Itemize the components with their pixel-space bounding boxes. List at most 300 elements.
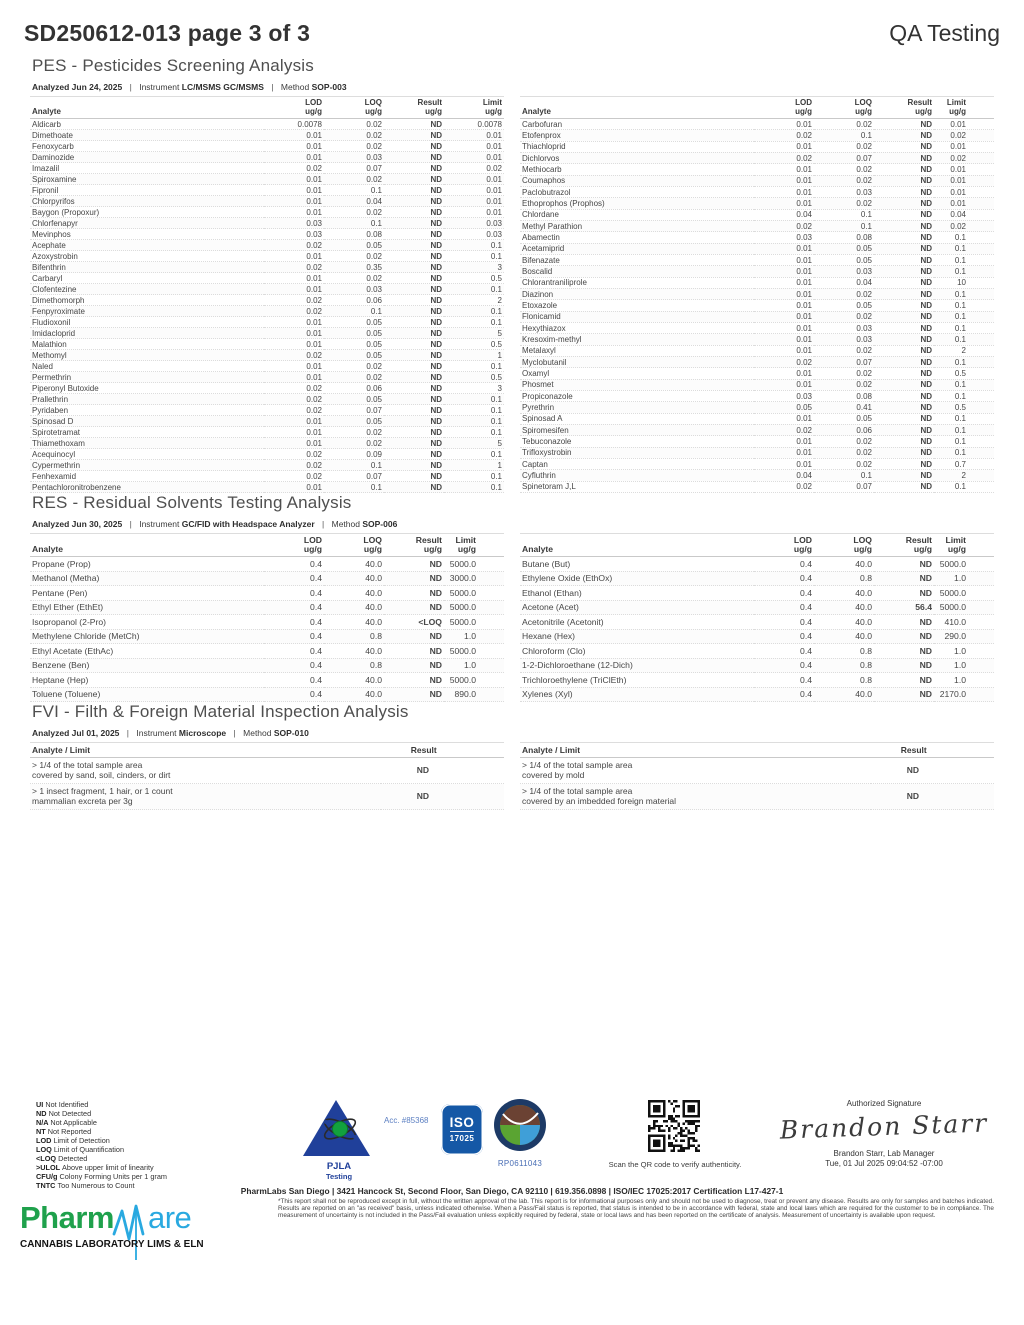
analyte-name: Dimethomorph bbox=[30, 295, 264, 306]
result-value: ND bbox=[384, 251, 444, 262]
loq-value: 0.03 bbox=[814, 186, 874, 197]
result-value: <LOQ bbox=[384, 615, 444, 630]
table-row bbox=[30, 185, 504, 196]
analyte-name: Imazalil bbox=[30, 163, 264, 174]
result-value: ND bbox=[381, 784, 504, 810]
analyte-name: Oxamyl bbox=[520, 368, 754, 379]
lod-value: 0.01 bbox=[754, 277, 814, 288]
table-row bbox=[30, 372, 504, 383]
analyte-name: Diazinon bbox=[520, 288, 754, 299]
analyte-name: Boscalid bbox=[520, 266, 754, 277]
lod-value: 0.01 bbox=[754, 458, 814, 469]
limit-value: 0.1 bbox=[444, 416, 504, 427]
table-row bbox=[520, 687, 994, 702]
loq-value: 0.8 bbox=[814, 673, 874, 688]
loq-value: 0.02 bbox=[814, 368, 874, 379]
limit-value: 0.1 bbox=[444, 251, 504, 262]
table-row bbox=[30, 416, 504, 427]
result-value: ND bbox=[384, 471, 444, 482]
lod-value: 0.02 bbox=[754, 130, 814, 141]
result-value: ND bbox=[874, 164, 934, 175]
lod-value: 0.01 bbox=[754, 119, 814, 130]
analyte-name: Phosmet bbox=[520, 379, 754, 390]
limit-value: 0.1 bbox=[934, 481, 994, 493]
lod-value: 0.02 bbox=[264, 163, 324, 174]
analyte-name: Acequinocyl bbox=[30, 449, 264, 460]
analyte-name: Naled bbox=[30, 361, 264, 372]
limit-value: 0.1 bbox=[444, 240, 504, 251]
result-value: ND bbox=[384, 317, 444, 328]
res-table-left bbox=[30, 533, 504, 702]
column-header-loq: LOQ ug/g bbox=[814, 534, 874, 557]
table-row bbox=[30, 339, 504, 350]
table-row bbox=[520, 152, 994, 163]
lod-value: 0.4 bbox=[754, 658, 814, 673]
lod-value: 0.01 bbox=[264, 416, 324, 427]
limit-value: 0.5 bbox=[934, 402, 994, 413]
lod-value: 0.01 bbox=[754, 198, 814, 209]
table-row bbox=[30, 196, 504, 207]
result-value: ND bbox=[384, 438, 444, 449]
limit-value: 0.1 bbox=[444, 449, 504, 460]
loq-value: 0.1 bbox=[814, 130, 874, 141]
analyte-name: Thiachloprid bbox=[520, 141, 754, 152]
limit-value: 0.1 bbox=[444, 427, 504, 438]
lod-value: 0.02 bbox=[264, 350, 324, 361]
limit-value: 2 bbox=[934, 470, 994, 481]
limit-value: 0.1 bbox=[444, 471, 504, 482]
table-row bbox=[520, 345, 994, 356]
analyte-name: Dichlorvos bbox=[520, 152, 754, 163]
table-row bbox=[30, 152, 504, 163]
loq-value: 0.05 bbox=[814, 300, 874, 311]
loq-value: 0.07 bbox=[814, 356, 874, 367]
limit-value: 0.1 bbox=[444, 284, 504, 295]
loq-value: 0.03 bbox=[324, 284, 384, 295]
column-header-lod: LOD ug/g bbox=[264, 534, 324, 557]
lod-value: 0.01 bbox=[264, 207, 324, 218]
table-row bbox=[520, 186, 994, 197]
table-row bbox=[30, 482, 504, 493]
analyte-name: Pyrethrin bbox=[520, 402, 754, 413]
brand-subtitle: CANNABIS LABORATORY LIMS & ELN bbox=[20, 1239, 204, 1250]
table-row bbox=[520, 600, 994, 615]
limit-value: 0.1 bbox=[934, 232, 994, 243]
analyte-name: Fipronil bbox=[30, 185, 264, 196]
column-header-limit: Limit ug/g bbox=[934, 97, 994, 119]
table-row bbox=[520, 413, 994, 424]
table-row bbox=[30, 361, 504, 372]
table-row bbox=[30, 673, 504, 688]
analyte-name: Bifenthrin bbox=[30, 262, 264, 273]
table-row bbox=[520, 586, 994, 601]
lod-value: 0.4 bbox=[754, 586, 814, 601]
analyte-name: Coumaphos bbox=[520, 175, 754, 186]
analyte-name: Tebuconazole bbox=[520, 436, 754, 447]
analyte-name: Pentane (Pen) bbox=[30, 586, 264, 601]
limit-value: 0.0078 bbox=[444, 119, 504, 130]
loq-value: 40.0 bbox=[814, 615, 874, 630]
table-row bbox=[520, 615, 994, 630]
limit-value: 0.01 bbox=[444, 196, 504, 207]
analyte-name: Paclobutrazol bbox=[520, 186, 754, 197]
analyte-name: Malathion bbox=[30, 339, 264, 350]
table-row bbox=[30, 251, 504, 262]
lod-value: 0.4 bbox=[264, 586, 324, 601]
loq-value: 40.0 bbox=[324, 673, 384, 688]
report-header bbox=[24, 20, 1000, 47]
instrument-value: GC/FID with Headspace Analyzer bbox=[181, 519, 315, 529]
loq-value: 0.03 bbox=[814, 322, 874, 333]
analyzed-date: Analyzed Jun 30, 2025 bbox=[32, 519, 123, 529]
result-value: ND bbox=[874, 615, 934, 630]
loq-value: 0.06 bbox=[324, 383, 384, 394]
loq-value: 0.02 bbox=[324, 273, 384, 284]
table-row bbox=[30, 629, 504, 644]
table-row bbox=[30, 130, 504, 141]
report-disclaimer: *This report shall not be reproduced except in full, without the written approval of the lab. This report is for informational purposes only and should not be used to diagnose, treat or prevent any disease. Results are only for samples and batches indicated. Results are reported on an "as received" basis, unless indicated otherwise. When a Pass/Fail status is reported, that status is intended to be in accordance with federal, state and local laws which are required for the customer to be in compliance. The measurement of uncertainty is not included in the Pass/Fail evaluation unless explicitly required by federal, state or local laws and has been reported on the certificate of analysis. Measurement of uncertainty is available upon request. bbox=[278, 1198, 994, 1220]
result-value: ND bbox=[384, 240, 444, 251]
column-header-result: Result bbox=[871, 743, 994, 758]
loq-value: 0.07 bbox=[814, 152, 874, 163]
loq-value: 0.8 bbox=[324, 629, 384, 644]
limit-value: 0.01 bbox=[444, 185, 504, 196]
result-value: ND bbox=[384, 427, 444, 438]
limit-value: 0.1 bbox=[934, 243, 994, 254]
loq-value: 0.02 bbox=[324, 251, 384, 262]
analyte-name: Hexythiazox bbox=[520, 322, 754, 333]
loq-value: 0.02 bbox=[324, 119, 384, 130]
analyte-name: Abamectin bbox=[520, 232, 754, 243]
loq-value: 40.0 bbox=[324, 586, 384, 601]
result-abbreviation-legend bbox=[36, 1100, 167, 1190]
result-value: ND bbox=[874, 288, 934, 299]
result-value: ND bbox=[384, 482, 444, 493]
limit-value: 0.02 bbox=[934, 130, 994, 141]
loq-value: 0.05 bbox=[324, 394, 384, 405]
result-value: ND bbox=[384, 339, 444, 350]
limit-value: 0.1 bbox=[934, 379, 994, 390]
analyte-name: Methiocarb bbox=[520, 164, 754, 175]
loq-value: 0.02 bbox=[324, 438, 384, 449]
analyte-name: Spinosad D bbox=[30, 416, 264, 427]
lod-value: 0.01 bbox=[754, 322, 814, 333]
result-value: ND bbox=[874, 322, 934, 333]
table-row bbox=[30, 328, 504, 339]
lod-value: 0.4 bbox=[754, 687, 814, 702]
lod-value: 0.01 bbox=[264, 317, 324, 328]
analyte-name: Chlorpyrifos bbox=[30, 196, 264, 207]
instrument-label: Instrument bbox=[139, 82, 180, 92]
lod-value: 0.01 bbox=[754, 300, 814, 311]
result-value: ND bbox=[384, 658, 444, 673]
loq-value: 0.05 bbox=[324, 416, 384, 427]
column-header-result: Result ug/g bbox=[384, 534, 444, 557]
limit-description: > 1/4 of the total sample area covered by mold bbox=[520, 758, 871, 784]
loq-value: 0.05 bbox=[324, 240, 384, 251]
pjla-triangle-atom-icon bbox=[300, 1098, 378, 1158]
lod-value: 0.02 bbox=[264, 471, 324, 482]
loq-value: 0.02 bbox=[814, 119, 874, 130]
lod-value: 0.01 bbox=[264, 372, 324, 383]
analyte-name: Thiamethoxam bbox=[30, 438, 264, 449]
analyte-name: Ethylene Oxide (EthOx) bbox=[520, 571, 754, 586]
lod-value: 0.4 bbox=[754, 557, 814, 572]
table-row bbox=[520, 402, 994, 413]
table-row bbox=[30, 383, 504, 394]
result-value: ND bbox=[384, 557, 444, 572]
instrument-label: Instrument bbox=[136, 728, 177, 738]
result-value: ND bbox=[384, 163, 444, 174]
limit-value: 0.1 bbox=[934, 300, 994, 311]
limit-value: 0.1 bbox=[934, 322, 994, 333]
result-value: ND bbox=[384, 185, 444, 196]
lod-value: 0.01 bbox=[754, 334, 814, 345]
lod-value: 0.02 bbox=[264, 449, 324, 460]
result-value: ND bbox=[874, 209, 934, 220]
lod-value: 0.4 bbox=[264, 644, 324, 659]
loq-value: 0.05 bbox=[324, 350, 384, 361]
limit-value: 0.1 bbox=[934, 254, 994, 265]
result-value: ND bbox=[384, 295, 444, 306]
analyte-name: Propane (Prop) bbox=[30, 557, 264, 572]
column-header-analyte-limit: Analyte / Limit bbox=[30, 743, 381, 758]
table-row bbox=[520, 243, 994, 254]
table-row bbox=[520, 458, 994, 469]
legend-item: ND Not Detected bbox=[36, 1109, 92, 1118]
limit-value: 1.0 bbox=[444, 629, 504, 644]
table-row bbox=[30, 295, 504, 306]
table-row bbox=[520, 368, 994, 379]
loq-value: 0.1 bbox=[814, 470, 874, 481]
analyte-name: Cypermethrin bbox=[30, 460, 264, 471]
loq-value: 0.02 bbox=[324, 372, 384, 383]
table-row bbox=[30, 658, 504, 673]
loq-value: 40.0 bbox=[324, 615, 384, 630]
lod-value: 0.01 bbox=[264, 174, 324, 185]
analyte-name: Bifenazate bbox=[520, 254, 754, 265]
lod-value: 0.01 bbox=[754, 243, 814, 254]
brand-word-ware: are bbox=[147, 1200, 192, 1235]
result-value: ND bbox=[874, 220, 934, 231]
limit-value: 0.5 bbox=[444, 372, 504, 383]
table-row bbox=[30, 615, 504, 630]
limit-value: 5000.0 bbox=[934, 586, 994, 601]
loq-value: 0.1 bbox=[324, 218, 384, 229]
result-value: ND bbox=[874, 586, 934, 601]
table-row bbox=[520, 557, 994, 572]
column-header-limit: Limit ug/g bbox=[934, 534, 994, 557]
result-value: ND bbox=[384, 262, 444, 273]
table-row bbox=[30, 218, 504, 229]
loq-value: 0.41 bbox=[814, 402, 874, 413]
analyte-name: Pentachloronitrobenzene bbox=[30, 482, 264, 493]
loq-value: 0.02 bbox=[324, 361, 384, 372]
limit-value: 0.01 bbox=[934, 186, 994, 197]
lod-value: 0.01 bbox=[264, 152, 324, 163]
lod-value: 0.02 bbox=[264, 295, 324, 306]
table-row bbox=[520, 424, 994, 435]
analyte-name: Acetone (Acet) bbox=[520, 600, 754, 615]
analyte-name: Captan bbox=[520, 458, 754, 469]
table-row bbox=[520, 436, 994, 447]
lod-value: 0.01 bbox=[754, 368, 814, 379]
pharmware-wordmark bbox=[20, 1200, 255, 1238]
loq-value: 0.8 bbox=[814, 644, 874, 659]
limit-value: 0.1 bbox=[444, 317, 504, 328]
table-row bbox=[520, 277, 994, 288]
separator: | bbox=[322, 519, 325, 529]
loq-value: 0.8 bbox=[814, 658, 874, 673]
limit-value: 0.1 bbox=[934, 390, 994, 401]
analyte-name: Dimethoate bbox=[30, 130, 264, 141]
signature-script: Brandon Starr bbox=[779, 1108, 989, 1145]
loq-value: 0.07 bbox=[814, 481, 874, 493]
analyte-name: Ethanol (Ethan) bbox=[520, 586, 754, 601]
lod-value: 0.4 bbox=[264, 629, 324, 644]
limit-value: 5000.0 bbox=[444, 615, 504, 630]
limit-value: 5000.0 bbox=[934, 600, 994, 615]
analyte-name: Metalaxyl bbox=[520, 345, 754, 356]
table-row bbox=[30, 229, 504, 240]
loq-value: 0.02 bbox=[814, 379, 874, 390]
res-analysis-meta bbox=[32, 519, 994, 529]
analyte-name: Chloroform (Clo) bbox=[520, 644, 754, 659]
lod-value: 0.04 bbox=[754, 209, 814, 220]
dea-registration-number: RP0611043 bbox=[497, 1159, 543, 1168]
limit-value: 2 bbox=[444, 295, 504, 306]
method-label: Method bbox=[280, 82, 310, 92]
result-value: ND bbox=[874, 311, 934, 322]
method-label: Method bbox=[331, 519, 360, 529]
method-value: SOP-003 bbox=[311, 82, 347, 92]
lod-value: 0.4 bbox=[754, 644, 814, 659]
lod-value: 0.02 bbox=[264, 262, 324, 273]
result-value: ND bbox=[874, 198, 934, 209]
limit-value: 3000.0 bbox=[444, 571, 504, 586]
loq-value: 40.0 bbox=[324, 687, 384, 702]
loq-value: 0.05 bbox=[814, 254, 874, 265]
result-value: ND bbox=[384, 350, 444, 361]
limit-value: 0.7 bbox=[934, 458, 994, 469]
result-value: ND bbox=[874, 481, 934, 493]
loq-value: 0.8 bbox=[324, 658, 384, 673]
result-value: ND bbox=[874, 436, 934, 447]
analyte-name: Trifloxystrobin bbox=[520, 447, 754, 458]
instrument-label: Instrument bbox=[139, 519, 180, 529]
limit-value: 0.1 bbox=[444, 361, 504, 372]
loq-value: 0.03 bbox=[814, 334, 874, 345]
table-row bbox=[30, 141, 504, 152]
lod-value: 0.4 bbox=[754, 629, 814, 644]
lod-value: 0.01 bbox=[264, 185, 324, 196]
limit-value: 5000.0 bbox=[444, 586, 504, 601]
lod-value: 0.01 bbox=[264, 251, 324, 262]
loq-value: 0.1 bbox=[324, 460, 384, 471]
pes-table-left bbox=[30, 96, 504, 493]
lod-value: 0.01 bbox=[264, 284, 324, 295]
analyte-name: Mevinphos bbox=[30, 229, 264, 240]
report-body bbox=[30, 56, 994, 810]
table-row bbox=[30, 586, 504, 601]
pjla-sublabel: Testing bbox=[325, 1172, 353, 1181]
limit-value: 1.0 bbox=[934, 571, 994, 586]
limit-value: 0.01 bbox=[444, 130, 504, 141]
loq-value: 0.02 bbox=[814, 311, 874, 322]
limit-value: 5000.0 bbox=[444, 644, 504, 659]
result-value: ND bbox=[874, 470, 934, 481]
qr-code bbox=[648, 1100, 700, 1152]
table-row bbox=[30, 273, 504, 284]
lod-value: 0.01 bbox=[754, 379, 814, 390]
limit-value: 0.1 bbox=[444, 405, 504, 416]
analyte-name: Spiroxamine bbox=[30, 174, 264, 185]
loq-value: 0.08 bbox=[814, 390, 874, 401]
lod-value: 0.01 bbox=[264, 273, 324, 284]
result-value: ND bbox=[874, 379, 934, 390]
lod-value: 0.02 bbox=[264, 405, 324, 416]
analyte-name: Clofentezine bbox=[30, 284, 264, 295]
analyte-name: Trichloroethylene (TriClEth) bbox=[520, 673, 754, 688]
lab-address-line: PharmLabs San Diego | 3421 Hancock St, Second Floor, San Diego, CA 92110 | 619.356.0898 | ISO/IEC 17025:2017 Certification L17-427-1 bbox=[240, 1186, 784, 1196]
loq-value: 40.0 bbox=[814, 586, 874, 601]
lod-value: 0.04 bbox=[754, 470, 814, 481]
sample-id-page-title: SD250612-013 page 3 of 3 bbox=[24, 20, 311, 46]
column-header-loq: LOQ ug/g bbox=[814, 97, 874, 119]
fvi-analysis-meta bbox=[32, 728, 994, 738]
authorized-signature-block bbox=[778, 1099, 990, 1169]
table-row bbox=[30, 240, 504, 251]
analyte-name: Chlorfenapyr bbox=[30, 218, 264, 229]
limit-value: 0.01 bbox=[444, 141, 504, 152]
result-value: ND bbox=[874, 571, 934, 586]
limit-value: 0.02 bbox=[934, 152, 994, 163]
report-type-label: QA Testing bbox=[889, 20, 1000, 46]
analyte-name: Acephate bbox=[30, 240, 264, 251]
analyte-name: Imidacloprid bbox=[30, 328, 264, 339]
analyte-name: Kresoxim-methyl bbox=[520, 334, 754, 345]
loq-value: 0.1 bbox=[324, 482, 384, 493]
loq-value: 40.0 bbox=[814, 600, 874, 615]
result-value: ND bbox=[874, 130, 934, 141]
table-row bbox=[520, 311, 994, 322]
limit-value: 2170.0 bbox=[934, 687, 994, 702]
result-value: ND bbox=[384, 383, 444, 394]
limit-value: 0.1 bbox=[444, 394, 504, 405]
result-value: ND bbox=[874, 687, 934, 702]
column-header-limit: Limit ug/g bbox=[444, 534, 504, 557]
legend-item: NT Not Reported bbox=[36, 1127, 92, 1136]
loq-value: 0.04 bbox=[814, 277, 874, 288]
loq-value: 0.1 bbox=[814, 220, 874, 231]
table-row bbox=[30, 306, 504, 317]
table-row bbox=[520, 288, 994, 299]
limit-value: 0.02 bbox=[444, 163, 504, 174]
lod-value: 0.4 bbox=[264, 615, 324, 630]
lod-value: 0.4 bbox=[264, 571, 324, 586]
result-value: ND bbox=[874, 447, 934, 458]
lod-value: 0.01 bbox=[754, 288, 814, 299]
lod-value: 0.01 bbox=[264, 482, 324, 493]
lod-value: 0.01 bbox=[754, 266, 814, 277]
loq-value: 0.08 bbox=[814, 232, 874, 243]
column-header-analyte-limit: Analyte / Limit bbox=[520, 743, 871, 758]
lod-value: 0.01 bbox=[754, 254, 814, 265]
legend-item: >ULOL Above upper limit of linearity bbox=[36, 1163, 154, 1172]
table-row bbox=[520, 758, 994, 784]
analyte-name: 1-2-Dichloroethane (12-Dich) bbox=[520, 658, 754, 673]
result-value: ND bbox=[874, 402, 934, 413]
